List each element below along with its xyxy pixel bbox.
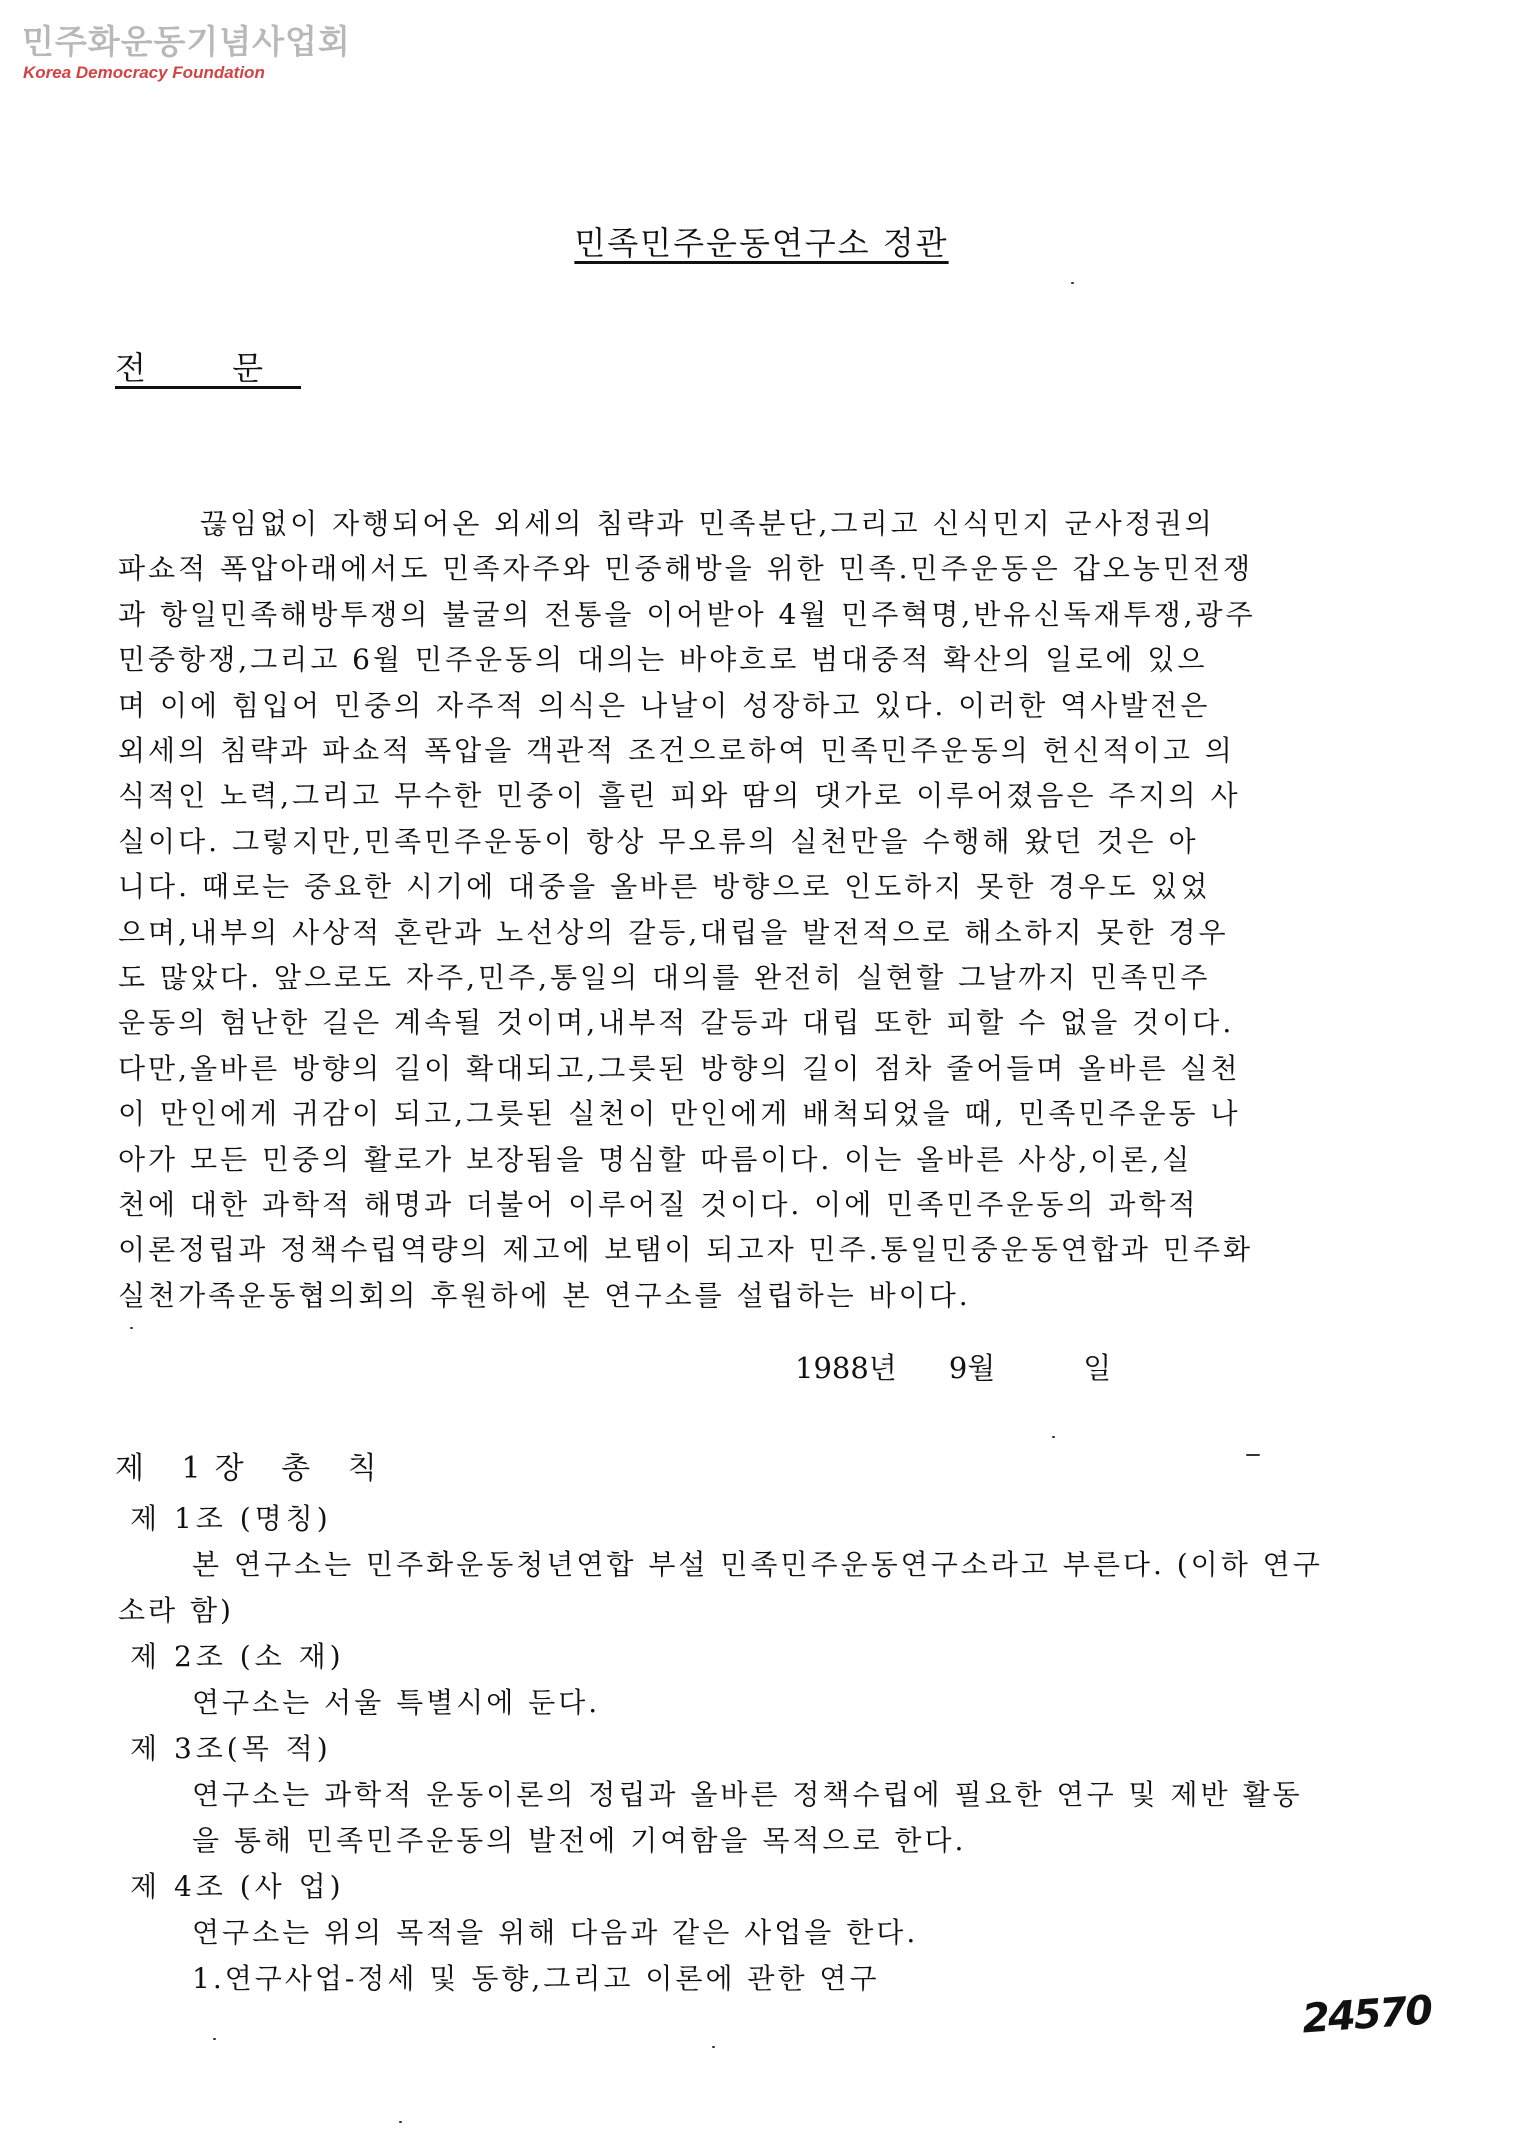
article-line: 소라 함) [118, 1594, 234, 1627]
preamble-line: 니다. 때로는 중요한 시기에 대중을 올바른 방향으로 인도하지 못한 경우도 있었 [118, 870, 1211, 903]
scan-speck [399, 2121, 402, 2123]
preamble-line: 실천가족운동협의회의 후원하에 본 연구소를 설립하는 바이다. [118, 1279, 971, 1312]
article-line: 연구소는 과학적 운동이론의 정립과 올바른 정책수립에 필요한 연구 및 제반 활동 [192, 1778, 1303, 1811]
chapter-heading: 제 1장 총 칙 [115, 1451, 391, 1486]
preamble-line: 끊임없이 자행되어온 외세의 침략과 민족분단,그리고 신식민지 군사정권의 [200, 507, 1215, 540]
preamble-line: 과 항일민족해방투쟁의 불굴의 전통을 이어받아 4월 민주혁명,반유신독재투쟁,광주 [118, 598, 1256, 631]
preamble-line: 아가 모든 민중의 활로가 보장됨을 명심할 따름이다. 이는 올바른 사상,이론,실 [118, 1143, 1193, 1176]
preamble-line: 파쇼적 폭압아래에서도 민족자주와 민중해방을 위한 민족.민주운동은 갑오농민전쟁 [118, 552, 1253, 585]
preamble-line: 며 이에 힘입어 민중의 자주적 의식은 나날이 성장하고 있다. 이러한 역사발전은 [118, 689, 1211, 722]
preamble-heading: 전 문 [115, 349, 301, 387]
article-heading: 제 4조 (사 업) [130, 1870, 345, 1903]
article-line: 연구소는 위의 목적을 위해 다음과 같은 사업을 한다. [192, 1916, 919, 1949]
article-line: 본 연구소는 민주화운동청년연합 부설 민족민주운동연구소라고 부른다. (이하 연구 [192, 1548, 1323, 1581]
preamble-line: 외세의 침략과 파쇼적 폭압을 객관적 조건으로하여 민족민주운동의 헌신적이고 의 [118, 734, 1235, 767]
date-month: 9월 [948, 1351, 996, 1385]
article-heading: 제 1조 (명칭) [130, 1502, 332, 1535]
date-line [795, 1346, 1111, 1387]
date-year: 1988년 [795, 1351, 897, 1385]
preamble-line: 식적인 노력,그리고 무수한 민중이 흘린 피와 땀의 댓가로 이루어졌음은 주지의 사 [118, 779, 1241, 812]
article-line: 을 통해 민족민주운동의 발전에 기여함을 목적으로 한다. [192, 1824, 967, 1857]
preamble-line: 천에 대한 과학적 해명과 더불어 이루어질 것이다. 이에 민족민주운동의 과학적 [118, 1188, 1199, 1221]
scan-speck [1071, 282, 1074, 284]
handwritten-page-number: 24570 [1300, 1987, 1433, 2043]
scan-speck [213, 2038, 216, 2040]
foundation-logo-english: Korea Democracy Foundation [23, 63, 265, 82]
article-line: 연구소는 서울 특별시에 둔다. [192, 1686, 601, 1719]
preamble-line: 이론정립과 정책수립역량의 제고에 보탬이 되고자 민주.통일민중운동연합과 민주화 [118, 1233, 1253, 1266]
preamble-line: 실이다. 그렇지만,민족민주운동이 항상 무오류의 실천만을 수행해 왔던 것은 아 [118, 825, 1199, 858]
scan-speck [1052, 1436, 1055, 1438]
scan-speck [712, 2046, 715, 2048]
scan-speck [1246, 1454, 1260, 1456]
article-heading: 제 2조 (소 재) [130, 1640, 345, 1673]
article-line: 1.연구사업-정세 및 동향,그리고 이론에 관한 연구 [192, 1962, 880, 1995]
preamble-line: 운동의 험난한 길은 계속될 것이며,내부적 갈등과 대립 또한 피할 수 없을 것이다. [118, 1006, 1235, 1039]
preamble-line: 으며,내부의 사상적 혼란과 노선상의 갈등,대립을 발전적으로 해소하지 못한 경우 [118, 916, 1229, 949]
preamble-line: 민중항쟁,그리고 6월 민주운동의 대의는 바야흐로 범대중적 확산의 일로에 있으 [118, 643, 1208, 676]
foundation-logo-korean: 민주화운동기념사업회 [22, 22, 351, 61]
preamble-line: 이 만인에게 귀감이 되고,그릇된 실천이 만인에게 배척되었을 때, 민족민주운동 나 [118, 1097, 1241, 1130]
article-heading: 제 3조(목 적) [130, 1732, 332, 1765]
document-title: 민족민주운동연구소 정관 [574, 224, 949, 262]
preamble-line: 다만,올바른 방향의 길이 확대되고,그릇된 방향의 길이 점차 줄어들며 올바른 실천 [118, 1052, 1241, 1085]
scan-speck [130, 1327, 133, 1329]
date-day: 일 [1083, 1351, 1112, 1385]
preamble-line: 도 많았다. 앞으로도 자주,민주,통일의 대의를 완전히 실현할 그날까지 민족민주 [118, 961, 1211, 994]
